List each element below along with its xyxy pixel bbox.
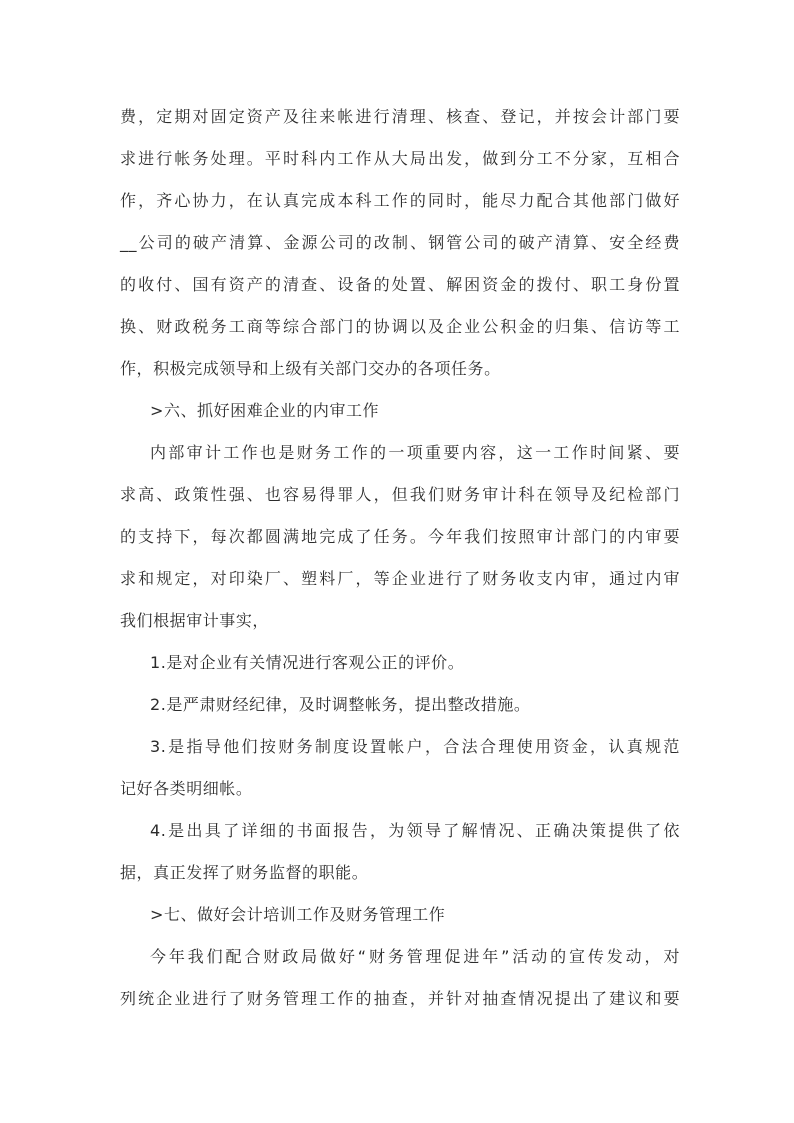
- body-line: 我们根据审计事实，: [120, 611, 269, 630]
- body-line: 费，定期对固定资产及往来帐进行清理、核查、登记，并按会计部门要: [120, 107, 680, 126]
- body-line: 的收付、国有资产的清查、设备的处置、解困资金的拨付、职工身份置: [120, 275, 680, 294]
- body-line: 的支持下，每次都圆满地完成了任务。今年我们按照审计部门的内审要: [120, 527, 680, 546]
- section-heading: >七、做好会计培训工作及财务管理工作: [150, 905, 446, 924]
- list-item-continuation: 据，真正发挥了财务监督的职能。: [120, 863, 369, 882]
- list-item: 4.是出具了详细的书面报告，为领导了解情况、正确决策提供了依: [150, 821, 680, 840]
- list-item: 2.是严肃财经纪律，及时调整帐务，提出整改措施。: [150, 695, 531, 714]
- list-item: 1.是对企业有关情况进行客观公正的评价。: [150, 653, 465, 672]
- body-line: 换、财政税务工商等综合部门的协调以及企业公积金的归集、信访等工: [120, 317, 680, 336]
- section-heading: >六、抓好困难企业的内审工作: [150, 401, 380, 420]
- body-line: 作，齐心协力，在认真完成本科工作的同时，能尽力配合其他部门做好: [120, 191, 680, 210]
- body-line: 作，积极完成领导和上级有关部门交办的各项任务。: [120, 359, 501, 378]
- body-line: 求高、政策性强、也容易得罪人，但我们财务审计科在领导及纪检部门: [120, 485, 680, 504]
- body-line: __公司的破产清算、金源公司的改制、钢管公司的破产清算、安全经费: [120, 233, 680, 252]
- body-line: 内部审计工作也是财务工作的一项重要内容，这一工作时间紧、要: [150, 443, 680, 462]
- body-line: 求和规定，对印染厂、塑料厂，等企业进行了财务收支内审，通过内审: [120, 569, 680, 588]
- body-line: 今年我们配合财政局做好“财务管理促进年”活动的宣传发动，对: [150, 947, 680, 966]
- body-line: 列统企业进行了财务管理工作的抽查，并针对抽查情况提出了建议和要: [120, 989, 680, 1008]
- list-item: 3.是指导他们按财务制度设置帐户，合法合理使用资金，认真规范: [150, 737, 680, 756]
- body-line: 求进行帐务处理。平时科内工作从大局出发，做到分工不分家，互相合: [120, 149, 680, 168]
- list-item-continuation: 记好各类明细帐。: [120, 779, 253, 798]
